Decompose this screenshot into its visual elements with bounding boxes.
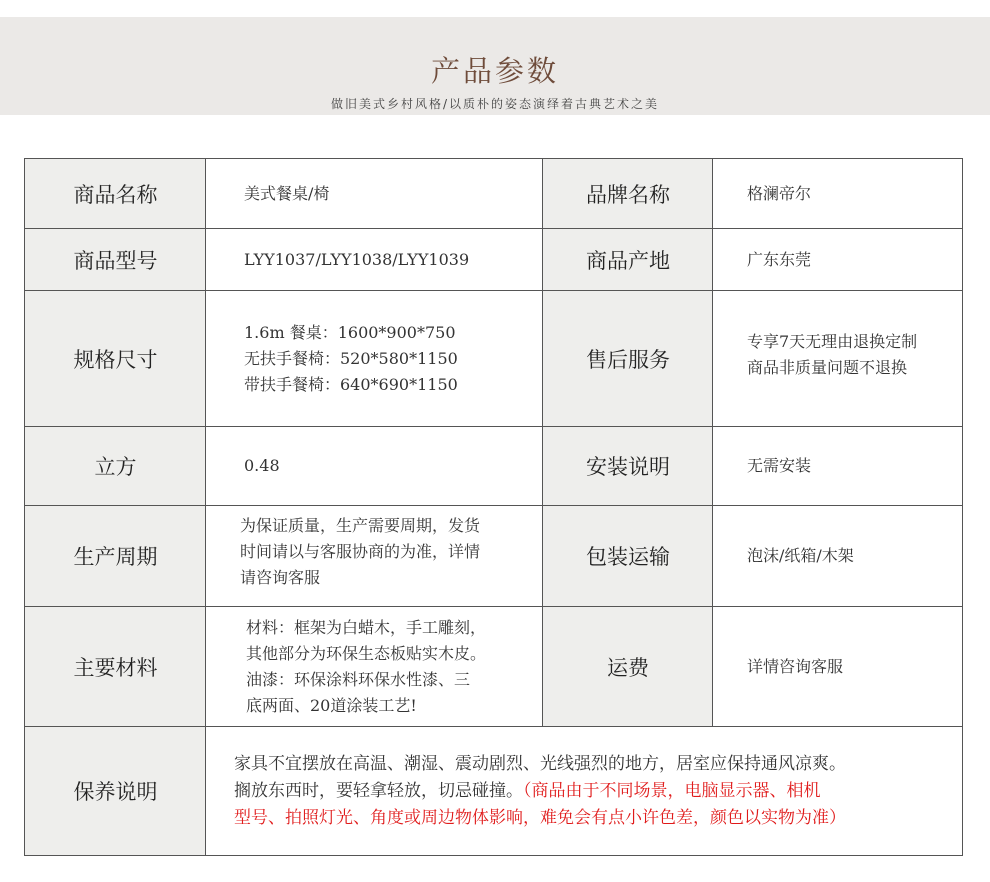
label-packaging: 包装运输 xyxy=(543,506,713,606)
column-divider xyxy=(542,159,543,726)
value-packaging: 泡沫/纸箱/木架 xyxy=(747,546,854,565)
label-aftersale: 售后服务 xyxy=(543,291,713,426)
value-cycle xyxy=(206,506,543,606)
row-divider xyxy=(25,228,962,229)
aftersale-line: 专享7天无理由退换定制 xyxy=(747,331,918,351)
label-product-name: 商品名称 xyxy=(25,159,206,228)
value-brand: 格澜帝尔 xyxy=(747,183,812,203)
value-size xyxy=(206,291,543,426)
cycle-line: 请咨询客服 xyxy=(240,568,321,587)
value-model: LYY1037/LYY1038/LYY1039 xyxy=(244,249,470,269)
value-product-name: 美式餐桌/椅 xyxy=(244,183,330,203)
row-divider xyxy=(25,726,962,727)
size-line: 带扶手餐椅：640*690*1150 xyxy=(244,374,458,394)
aftersale-line: 商品非质量问题不退换 xyxy=(747,357,908,377)
label-material: 主要材料 xyxy=(25,607,206,726)
header-banner xyxy=(0,17,990,115)
value-install: 无需安装 xyxy=(747,456,812,475)
label-freight: 运费 xyxy=(543,607,713,726)
spec-table xyxy=(24,158,963,856)
care-line: 家具不宜摆放在高温、潮湿、震动剧烈、光线强烈的地方，居室应保持通风凉爽。 xyxy=(234,753,846,774)
value-origin: 广东东莞 xyxy=(747,249,812,269)
care-note: 搁放东西时，要轻拿轻放，切忌碰撞。 xyxy=(234,780,523,801)
row-divider xyxy=(25,426,962,427)
material-line: 底两面、20道涂装工艺! xyxy=(246,695,417,715)
page-title: 产品参数 xyxy=(430,54,559,88)
care-line xyxy=(234,778,846,805)
row-divider xyxy=(25,290,962,291)
value-freight: 详情咨询客服 xyxy=(747,656,844,676)
color-disclaimer: （商品由于不同场景，电脑显示器、相机 xyxy=(523,780,821,801)
label-brand: 品牌名称 xyxy=(543,159,713,228)
value-aftersale xyxy=(713,291,962,426)
material-line: 油漆：环保涂料环保水性漆、三 xyxy=(246,669,471,689)
label-origin: 商品产地 xyxy=(543,229,713,290)
value-material xyxy=(206,607,543,726)
page-subtitle: 做旧美式乡村风格/以质朴的姿态演绎着古典艺术之美 xyxy=(330,97,660,111)
label-care: 保养说明 xyxy=(25,727,206,855)
cycle-line: 时间请以与客服协商的为准，详情 xyxy=(240,542,481,561)
column-divider xyxy=(712,159,713,726)
column-divider xyxy=(205,159,206,855)
row-divider xyxy=(25,606,962,607)
label-model: 商品型号 xyxy=(25,229,206,290)
label-volume: 立方 xyxy=(25,427,206,505)
size-line: 1.6m 餐桌：1600*900*750 xyxy=(244,322,456,342)
size-line: 无扶手餐椅：520*580*1150 xyxy=(244,348,458,368)
material-line: 材料：框架为白蜡木，手工雕刻， xyxy=(246,617,487,637)
material-line: 其他部分为环保生态板贴实木皮。 xyxy=(246,643,487,663)
label-cycle: 生产周期 xyxy=(25,506,206,606)
cycle-line: 为保证质量，生产需要周期，发货 xyxy=(240,516,481,535)
value-care xyxy=(206,727,962,855)
label-install: 安装说明 xyxy=(543,427,713,505)
value-volume: 0.48 xyxy=(244,456,280,475)
color-disclaimer: 型号、拍照灯光、角度或周边物体影响，难免会有点小许色差，颜色以实物为准） xyxy=(234,807,846,828)
label-size: 规格尺寸 xyxy=(25,291,206,426)
row-divider xyxy=(25,505,962,506)
